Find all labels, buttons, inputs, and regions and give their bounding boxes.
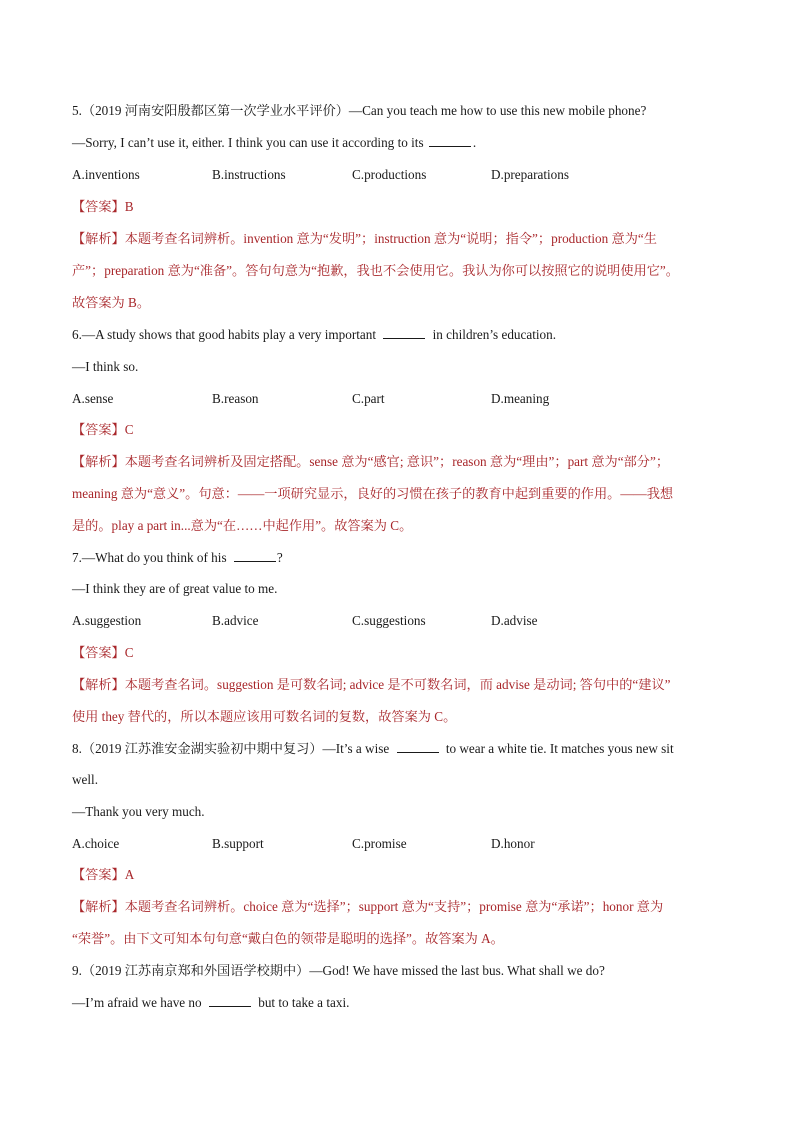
q6-option-d: D.meaning xyxy=(491,391,550,406)
q6-analysis-text-1: 本题考查名词辨析及固定搭配。sense 意为“感官; 意识”；reason 意为“理由”；part 意为“部分”； xyxy=(124,454,670,469)
q8-answer xyxy=(72,866,732,884)
q9-reply xyxy=(72,994,732,1012)
q9-stem: 9.（2019 江苏南京郑和外国语学校期中）—God! We have missed the last bus. What shall we do? xyxy=(72,963,605,978)
q8-stem xyxy=(72,740,732,758)
q6-answer-label: 【答案】 xyxy=(72,422,125,437)
q6-analysis-line-1 xyxy=(72,453,732,471)
q7-answer xyxy=(72,644,732,662)
q8-analysis-label: 【解析】 xyxy=(72,899,125,914)
q6-analysis-line-3: 是的。play a part in...意为“在……中起作用”。故答案为 C。 xyxy=(72,518,413,533)
q5-analysis-line-1 xyxy=(72,230,732,248)
q7-analysis-line-1 xyxy=(72,676,732,694)
q7-answer-value: C xyxy=(124,645,134,660)
q5-option-a: A.inventions xyxy=(72,167,140,182)
q7-option-d: D.advise xyxy=(491,613,538,628)
q5-analysis-line-2: 产”；preparation 意为“准备”。答句句意为“抱歉，我也不会使用它。我认为你可以按照它的说明使用它”。 xyxy=(72,263,679,278)
q6-option-c: C.part xyxy=(352,391,385,406)
q5-stem-text: 5.（2019 河南安阳殷都区第一次学业水平评价）—Can you teach me how to use this new mobile phone? xyxy=(72,103,647,118)
q8-answer-value: A xyxy=(124,867,135,882)
q6-blank xyxy=(383,326,425,339)
q8-stem-continued: well. xyxy=(72,772,99,787)
q7-analysis-line-2: 使用 they 替代的，所以本题应该用可数名词的复数，故答案为 C。 xyxy=(72,709,457,724)
q5-analysis-label: 【解析】 xyxy=(72,231,125,246)
q7-reply: —I think they are of great value to me. xyxy=(72,581,278,596)
q7-analysis-text-1: 本题考查名词。suggestion 是可数名词; advice 是不可数名词，而 advise 是动词; 答句中的“建议” xyxy=(124,677,671,692)
q8-blank xyxy=(397,740,439,753)
q5-reply xyxy=(72,134,732,152)
q7-blank xyxy=(234,549,276,562)
q5-option-d: D.preparations xyxy=(491,167,569,182)
q5-blank xyxy=(429,134,471,147)
q8-option-d: D.honor xyxy=(491,836,535,851)
q6-option-b: B.reason xyxy=(212,391,259,406)
q7-option-b: B.advice xyxy=(212,613,259,628)
q5-answer xyxy=(72,198,732,216)
q9-reply-end: but to take a taxi. xyxy=(258,995,350,1010)
q5-analysis-line-3: 故答案为 B。 xyxy=(72,295,151,310)
q5-stem xyxy=(72,102,732,120)
q6-answer xyxy=(72,421,732,439)
q5-analysis-text-1: 本题考查名词辨析。invention 意为“发明”；instruction 意为“说明；指令”；production 意为“生 xyxy=(124,231,657,246)
q7-stem xyxy=(72,549,732,567)
q5-answer-value: B xyxy=(124,199,134,214)
q9-reply-text: —I’m afraid we have no xyxy=(72,995,202,1010)
q8-answer-label: 【答案】 xyxy=(72,867,125,882)
q6-stem-text: 6.—A study shows that good habits play a very important xyxy=(72,327,377,342)
q5-option-c: C.productions xyxy=(352,167,427,182)
q5-reply-text: —Sorry, I can’t use it, either. I think you can use it according to its xyxy=(72,135,424,150)
q7-option-a: A.suggestion xyxy=(72,613,142,628)
q7-stem-text: 7.—What do you think of his xyxy=(72,550,227,565)
q6-analysis-line-2: meaning 意为“意义”。句意：——一项研究显示，良好的习惯在孩子的教育中起到重要的作用。——我想 xyxy=(72,486,674,501)
q6-analysis-label: 【解析】 xyxy=(72,454,125,469)
q8-stem-end: to wear a white tie. It matches yous new sit xyxy=(445,741,674,756)
q5-option-b: B.instructions xyxy=(212,167,286,182)
q8-option-b: B.support xyxy=(212,836,264,851)
q6-reply: —I think so. xyxy=(72,359,139,374)
q7-analysis-label: 【解析】 xyxy=(72,677,125,692)
q8-option-c: C.promise xyxy=(352,836,407,851)
q7-answer-label: 【答案】 xyxy=(72,645,125,660)
q7-option-c: C.suggestions xyxy=(352,613,426,628)
q8-analysis-line-2: “荣誉”。由下文可知本句句意“戴白色的领带是聪明的选择”。故答案为 A。 xyxy=(72,931,504,946)
q6-stem xyxy=(72,326,732,344)
q5-answer-label: 【答案】 xyxy=(72,199,125,214)
q6-option-a: A.sense xyxy=(72,391,114,406)
q8-option-a: A.choice xyxy=(72,836,120,851)
q6-answer-value: C xyxy=(124,422,134,437)
q7-stem-end: ? xyxy=(276,550,283,565)
q8-analysis-text-1: 本题考查名词辨析。choice 意为“选择”；support 意为“支持”；promise 意为“承诺”；honor 意为 xyxy=(124,899,664,914)
q9-blank xyxy=(209,994,251,1007)
q8-reply: —Thank you very much. xyxy=(72,804,205,819)
q6-stem-end: in children’s education. xyxy=(432,327,557,342)
q5-reply-end: . xyxy=(472,135,477,150)
q8-analysis-line-1 xyxy=(72,898,732,916)
q8-stem-text: 8.（2019 江苏淮安金湖实验初中期中复习）—It’s a wise xyxy=(72,741,390,756)
